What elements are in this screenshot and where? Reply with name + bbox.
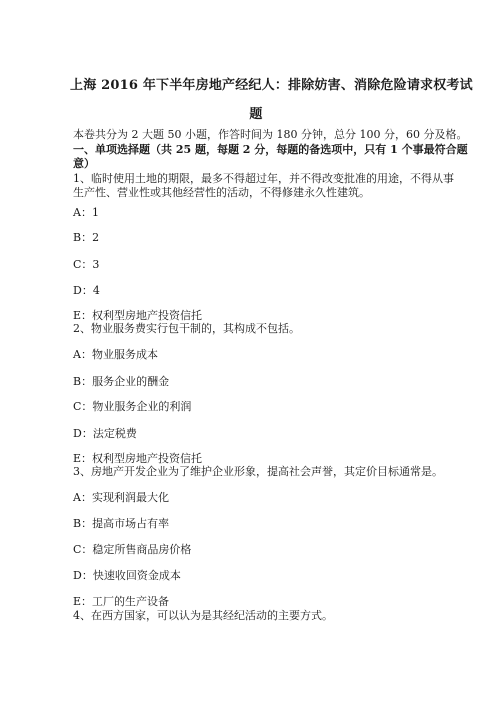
question-1-stem-line-2: 生产性、营业性或其他经营性的活动，不得修建永久性建筑。 [73,186,370,199]
question-3-option-c: C：稳定所售商品房价格 [73,543,192,556]
question-2-stem-line-1: 2、物业服务费实行包干制的，其构成不包括。 [73,322,300,335]
document-title-line-1: 上海 2016 年下半年房地产经纪人：排除妨害、消除危险请求权考试 [70,78,473,93]
question-2-option-b: B：服务企业的酬金 [73,375,170,388]
question-1-option-b: B：2 [73,231,100,244]
exam-intro: 本卷共分为 2 大题 50 小题，作答时间为 180 分钟，总分 100 分，60 分及格。 [73,128,468,141]
question-3-option-a: A：实现利润最大化 [73,491,169,504]
question-2-option-e: E：权利型房地产投资信托 [73,452,203,465]
question-2-option-a: A：物业服务成本 [73,348,158,361]
question-1-option-e: E：权利型房地产投资信托 [73,309,203,322]
question-3-option-b: B：提高市场占有率 [73,517,170,530]
section-1-heading-line-1: 一、单项选择题（共 25 题，每题 2 分，每题的备选项中，只有 1 个事最符合题 [73,143,468,156]
question-1-option-a: A：1 [73,206,99,219]
question-4-stem-line-1: 4、在西方国家，可以认为是其经纪活动的主要方式。 [73,609,333,622]
question-1-option-c: C：3 [73,258,100,271]
document-title-line-2: 题 [249,107,263,122]
question-1-stem-line-1: 1、临时使用土地的期限，最多不得超过年，并不得改变批准的用途，不得从事 [73,172,454,185]
question-1-option-d: D：4 [73,284,100,297]
question-2-option-d: D：法定税费 [73,427,137,440]
question-3-option-d: D：快速收回资金成本 [73,569,181,582]
question-3-option-e: E：工厂的生产设备 [73,595,170,608]
question-3-stem-line-1: 3、房地产开发企业为了维护企业形象，提高社会声誉，其定价目标通常是。 [73,465,443,478]
question-2-option-c: C：物业服务企业的利润 [73,400,192,413]
section-1-heading-line-2: 意） [73,157,95,170]
